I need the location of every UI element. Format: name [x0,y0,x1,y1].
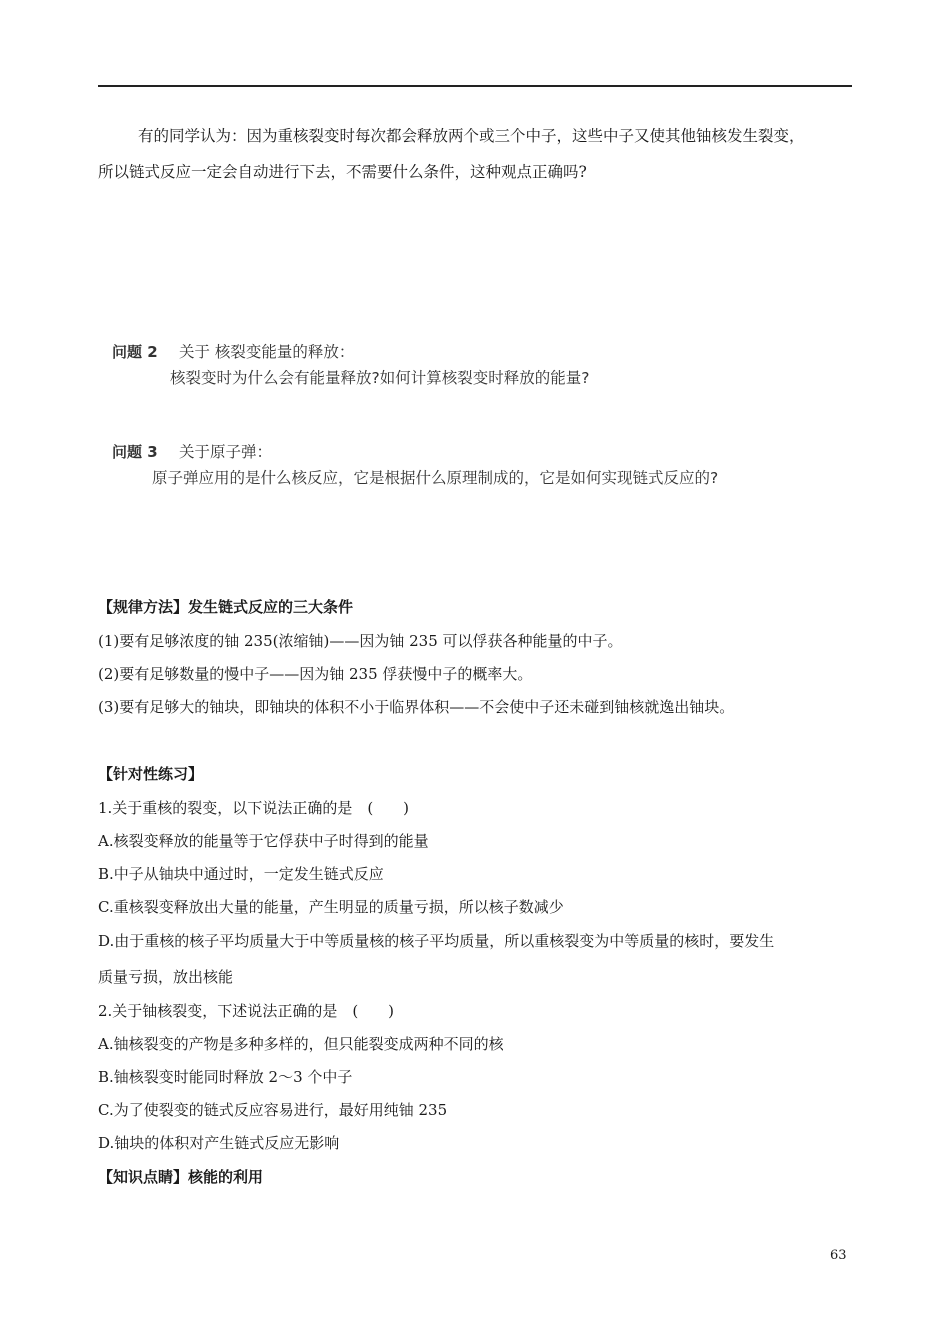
q2-option-b: B.铀核裂变时能同时释放 2～3 个中子 [98,1068,353,1086]
practice-heading: 【针对性练习】 [98,765,204,783]
method-item: (2)要有足够数量的慢中子——因为铀 235 俘获慢中子的概率大。 [98,665,533,683]
method-item: (1)要有足够浓度的铀 235(浓缩铀)——因为铀 235 可以俘获各种能量的中子。 [98,632,623,650]
q2-option-a: A.铀核裂变的产物是多种多样的，但只能裂变成两种不同的核 [98,1035,504,1053]
q1-option-c: C.重核裂变释放出大量的能量，产生明显的质量亏损，所以核子数减少 [98,898,564,916]
q1-option-d-line1: D.由于重核的核子平均质量大于中等质量核的核子平均质量，所以重核裂变为中等质量的核时，要发生 [98,932,775,950]
question-2-body: 核裂变时为什么会有能量释放?如何计算核裂变时释放的能量? [170,369,590,387]
question-2 [112,340,589,388]
q1-stem: 1.关于重核的裂变，以下说法正确的是 ( ) [98,799,410,817]
page-number: 63 [830,1248,847,1263]
intro-line-1: 有的同学认为：因为重核裂变时每次都会释放两个或三个中子，这些中子又使其他铀核发生裂变， [138,127,805,145]
question-3-body: 原子弹应用的是什么核反应，它是根据什么原理制成的，它是如何实现链式反应的? [152,469,719,487]
question-3-title: 关于原子弹： [178,443,272,461]
q1-option-a: A.核裂变释放的能量等于它俘获中子时得到的能量 [98,832,429,850]
header-rule [98,85,852,87]
q1-option-d-line2: 质量亏损，放出核能 [98,968,234,986]
q2-option-d: D.铀块的体积对产生链式反应无影响 [98,1134,340,1152]
question-3-label: 问题 3 [112,443,158,461]
q2-stem: 2.关于铀核裂变，下述说法正确的是 ( ) [98,1002,395,1020]
q2-option-c: C.为了使裂变的链式反应容易进行，最好用纯铀 235 [98,1101,448,1119]
question-3 [112,440,718,488]
intro-line-2: 所以链式反应一定会自动进行下去，不需要什么条件，这种观点正确吗? [98,163,587,181]
intro-paragraph [98,118,854,190]
method-item: (3)要有足够大的铀块，即铀块的体积不小于临界体积——不会使中子还未碰到铀核就逸出铀块。 [98,698,735,716]
question-2-title: 关于 核裂变能量的释放： [178,343,355,361]
method-heading: 【规律方法】发生链式反应的三大条件 [98,598,354,616]
q1-option-b: B.中子从铀块中通过时，一定发生链式反应 [98,865,384,883]
knowledge-heading: 【知识点睛】核能的利用 [98,1168,264,1186]
question-2-label: 问题 2 [112,343,158,361]
